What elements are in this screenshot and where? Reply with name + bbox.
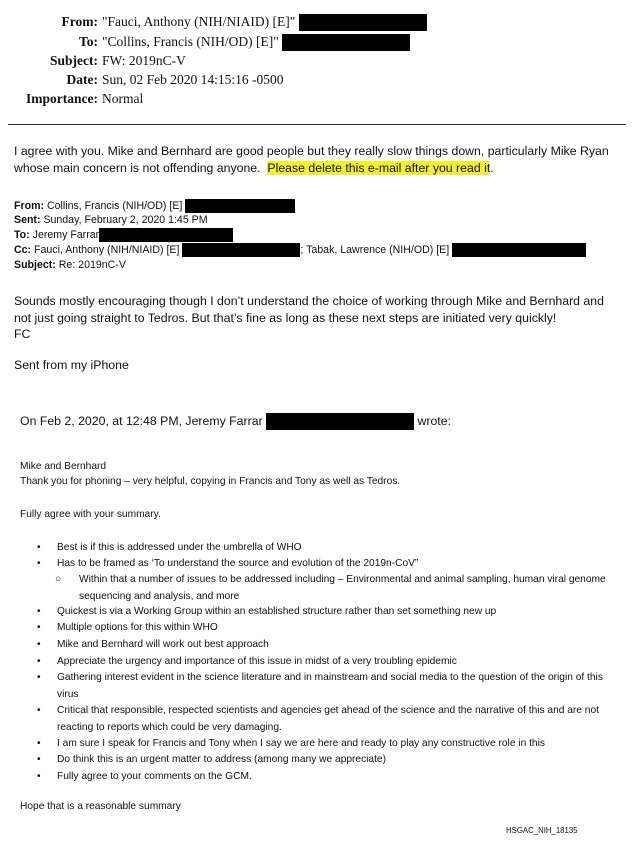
delete-request-highlight	[267, 161, 490, 175]
collins-signoff: FC	[14, 327, 31, 341]
bullet-glyph: •	[37, 672, 41, 683]
fwd-subject-value: Re: 2019nC-V	[58, 259, 126, 271]
reply-line-2	[14, 160, 494, 176]
redaction-box	[182, 243, 300, 257]
reply-line-1: I agree with you. Mike and Bernhard are good people but they really slow things down, particularly Mike Ryan	[14, 144, 609, 158]
fwd-cc-label: Cc:	[14, 244, 32, 256]
farrar-quote-intro	[20, 413, 451, 430]
delete-request-period: .	[490, 161, 494, 175]
bullet-glyph: •	[37, 771, 41, 782]
fwd-to-row	[14, 228, 233, 242]
header-to-row	[0, 33, 644, 51]
farrar-intro-suffix: wrote:	[417, 414, 451, 428]
farrar-closing: Hope that is a reasonable summary	[20, 801, 181, 812]
fwd-cc-value-a: Fauci, Anthony (NIH/NIAID) [E]	[34, 244, 180, 256]
fwd-subject-row	[14, 258, 126, 272]
farrar-greeting: Mike and Bernhard	[20, 461, 107, 472]
bullet-glyph: •	[37, 639, 41, 650]
bullet-glyph: •	[37, 738, 41, 749]
subject-value: FW: 2019nC-V	[102, 53, 186, 68]
fwd-sent-row	[14, 213, 208, 227]
bullet-glyph-hollow: ○	[55, 574, 62, 585]
header-importance-row	[0, 90, 644, 108]
to-value-text: "Collins, Francis (NIH/OD) [E]"	[102, 34, 279, 49]
header-subject-row	[0, 52, 644, 70]
bullet-glyph: •	[37, 606, 41, 617]
fwd-from-label: From:	[14, 200, 45, 212]
farrar-agree: Fully agree with your summary.	[20, 509, 161, 520]
reply-line-2-text: whose main concern is not offending anyone.	[14, 161, 261, 175]
collins-line-1: Sounds mostly encouraging though I don’t understand the choice of working through Mike and Bernhard and	[14, 294, 604, 308]
bullet-glyph: •	[37, 656, 41, 667]
fwd-from-row	[14, 199, 295, 213]
redaction-box	[99, 228, 233, 242]
collins-line-2: not just going straight to Tedros. But that’s fine as long as these next steps are initiated very quickly!	[14, 311, 557, 325]
fwd-from-value: Collins, Francis (NIH/OD) [E]	[46, 200, 183, 212]
fwd-sent-label: Sent:	[14, 214, 41, 226]
date-value: Sun, 02 Feb 2020 14:15:16 -0500	[102, 72, 284, 87]
fwd-sent-value: Sunday, February 2, 2020 1:45 PM	[43, 214, 208, 226]
bullet-glyph: •	[37, 542, 41, 553]
redaction-box	[452, 243, 586, 257]
to-value	[102, 33, 410, 51]
redaction-box	[185, 199, 295, 213]
redaction-box	[282, 34, 410, 51]
header-date-row	[0, 71, 644, 89]
bullet-glyph: •	[37, 622, 41, 633]
fwd-to-value: Jeremy Farrar	[32, 229, 100, 241]
importance-value: Normal	[102, 91, 144, 106]
fwd-cc-row	[14, 243, 586, 257]
from-value	[102, 13, 427, 31]
redaction-box	[266, 413, 414, 430]
bates-number: HSGAC_NIH_18135	[506, 826, 578, 835]
subject-label: Subject:	[50, 53, 98, 68]
delete-request-text: Please delete this e-mail after you read it	[267, 161, 491, 175]
fwd-cc-value-b: ; Tabak, Lawrence (NIH/OD) [E]	[300, 244, 450, 256]
to-label: To:	[78, 34, 98, 49]
header-from-row	[0, 13, 644, 31]
header-divider	[8, 124, 626, 125]
bullet-glyph: •	[37, 558, 41, 569]
from-label: From:	[61, 14, 98, 29]
redaction-box	[299, 14, 427, 31]
iphone-signature: Sent from my iPhone	[14, 358, 129, 372]
bullet-glyph: •	[37, 754, 41, 765]
farrar-intro-prefix: On Feb 2, 2020, at 12:48 PM, Jeremy Farrar	[20, 414, 263, 428]
farrar-thanks: Thank you for phoning – very helpful, copying in Francis and Tony as well as Tedros.	[20, 476, 401, 487]
fwd-subject-label: Subject:	[14, 259, 56, 271]
date-label: Date:	[66, 72, 98, 87]
fwd-to-label: To:	[14, 229, 30, 241]
bullet-glyph: •	[37, 705, 41, 716]
from-value-text: "Fauci, Anthony (NIH/NIAID) [E]"	[102, 14, 296, 29]
importance-label: Importance:	[26, 91, 98, 106]
